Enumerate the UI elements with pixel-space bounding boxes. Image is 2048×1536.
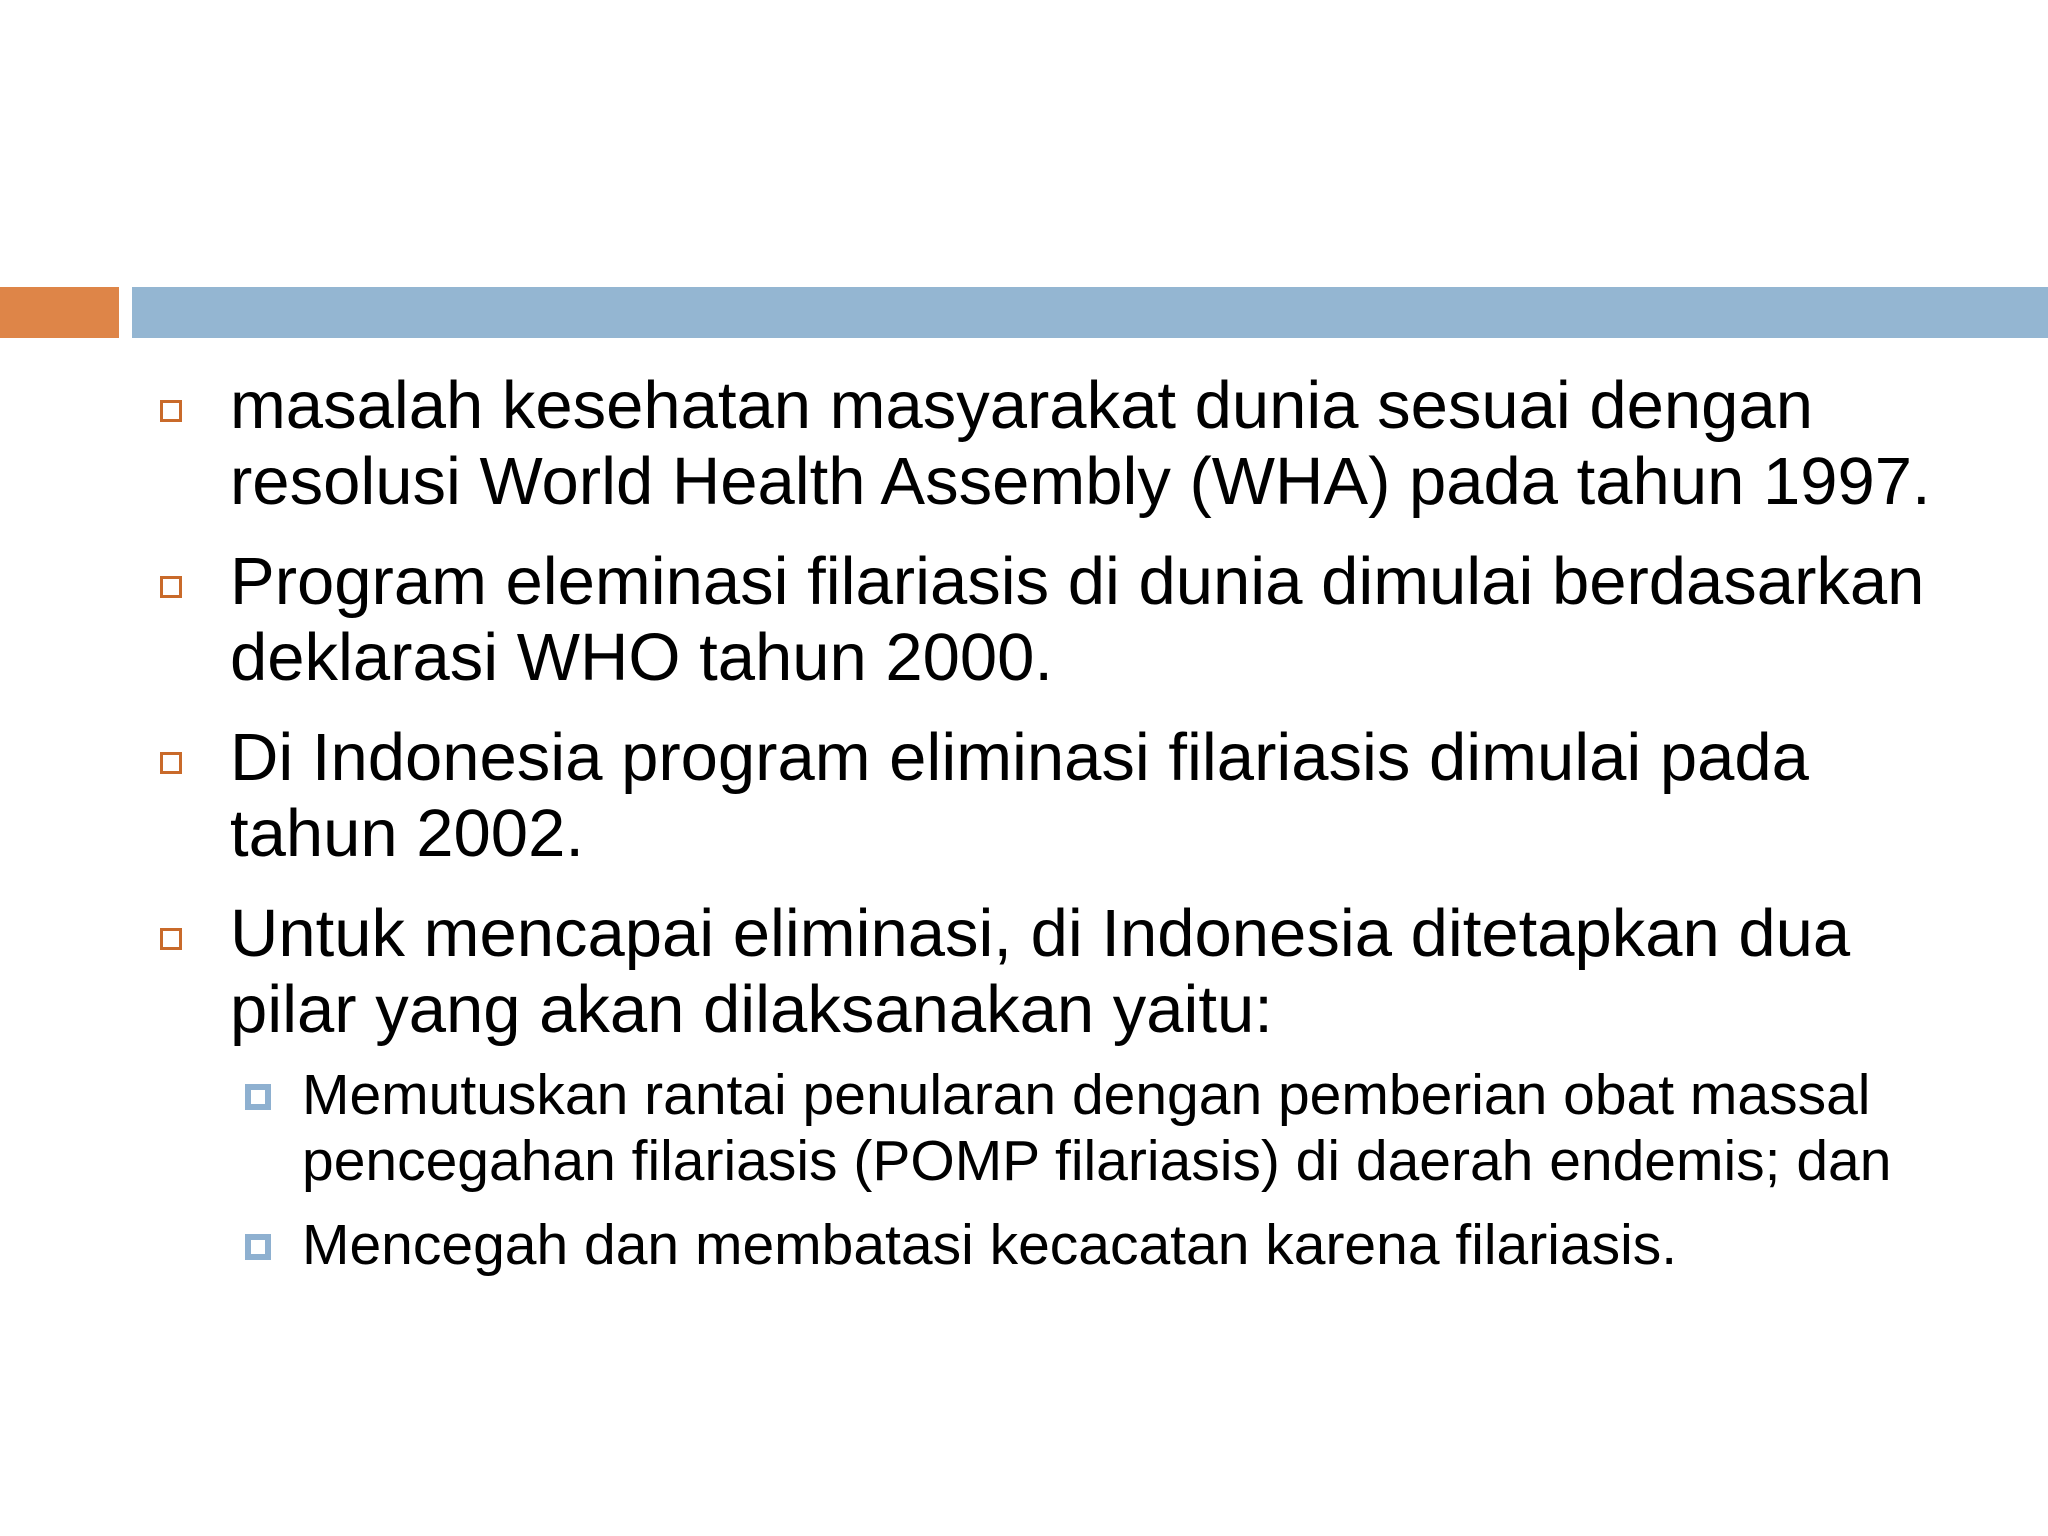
sub-bullet-list: [230, 1062, 1988, 1278]
bullet-list: [0, 368, 2048, 1302]
sub-bullet-item: [230, 1212, 1988, 1278]
header-bar: [132, 287, 2048, 338]
bullet-item: [0, 896, 2048, 1278]
header-accent-bar: [0, 287, 119, 338]
bullet-item: [0, 544, 2048, 696]
bullet-item: [0, 720, 2048, 872]
filled-square-icon: [245, 1084, 271, 1110]
hollow-square-icon: [160, 576, 182, 598]
filled-square-icon: [245, 1234, 271, 1260]
sub-bullet-item: [230, 1062, 1988, 1194]
bullet-text: masalah kesehatan masyarakat dunia sesuai dengan resolusi World Health Assembly (WHA) pada tahun 1997.: [230, 368, 1931, 519]
bullet-text: Untuk mencapai eliminasi, di Indonesia ditetapkan dua pilar yang akan dilaksanakan yaitu:: [230, 896, 1851, 1047]
sub-bullet-text: Mencegah dan membatasi kecacatan karena filariasis.: [302, 1213, 1678, 1277]
hollow-square-icon: [160, 752, 182, 774]
hollow-square-icon: [160, 928, 182, 950]
hollow-square-icon: [160, 400, 182, 422]
bullet-text: Di Indonesia program eliminasi filariasis dimulai pada tahun 2002.: [230, 720, 1809, 871]
bullet-text: Program eleminasi filariasis di dunia dimulai berdasarkan deklarasi WHO tahun 2000.: [230, 544, 1925, 695]
sub-bullet-text: Memutuskan rantai penularan dengan pemberian obat massal pencegahan filariasis (POMP filariasis) di daerah endemis; dan: [302, 1063, 1892, 1193]
bullet-item: [0, 368, 2048, 520]
